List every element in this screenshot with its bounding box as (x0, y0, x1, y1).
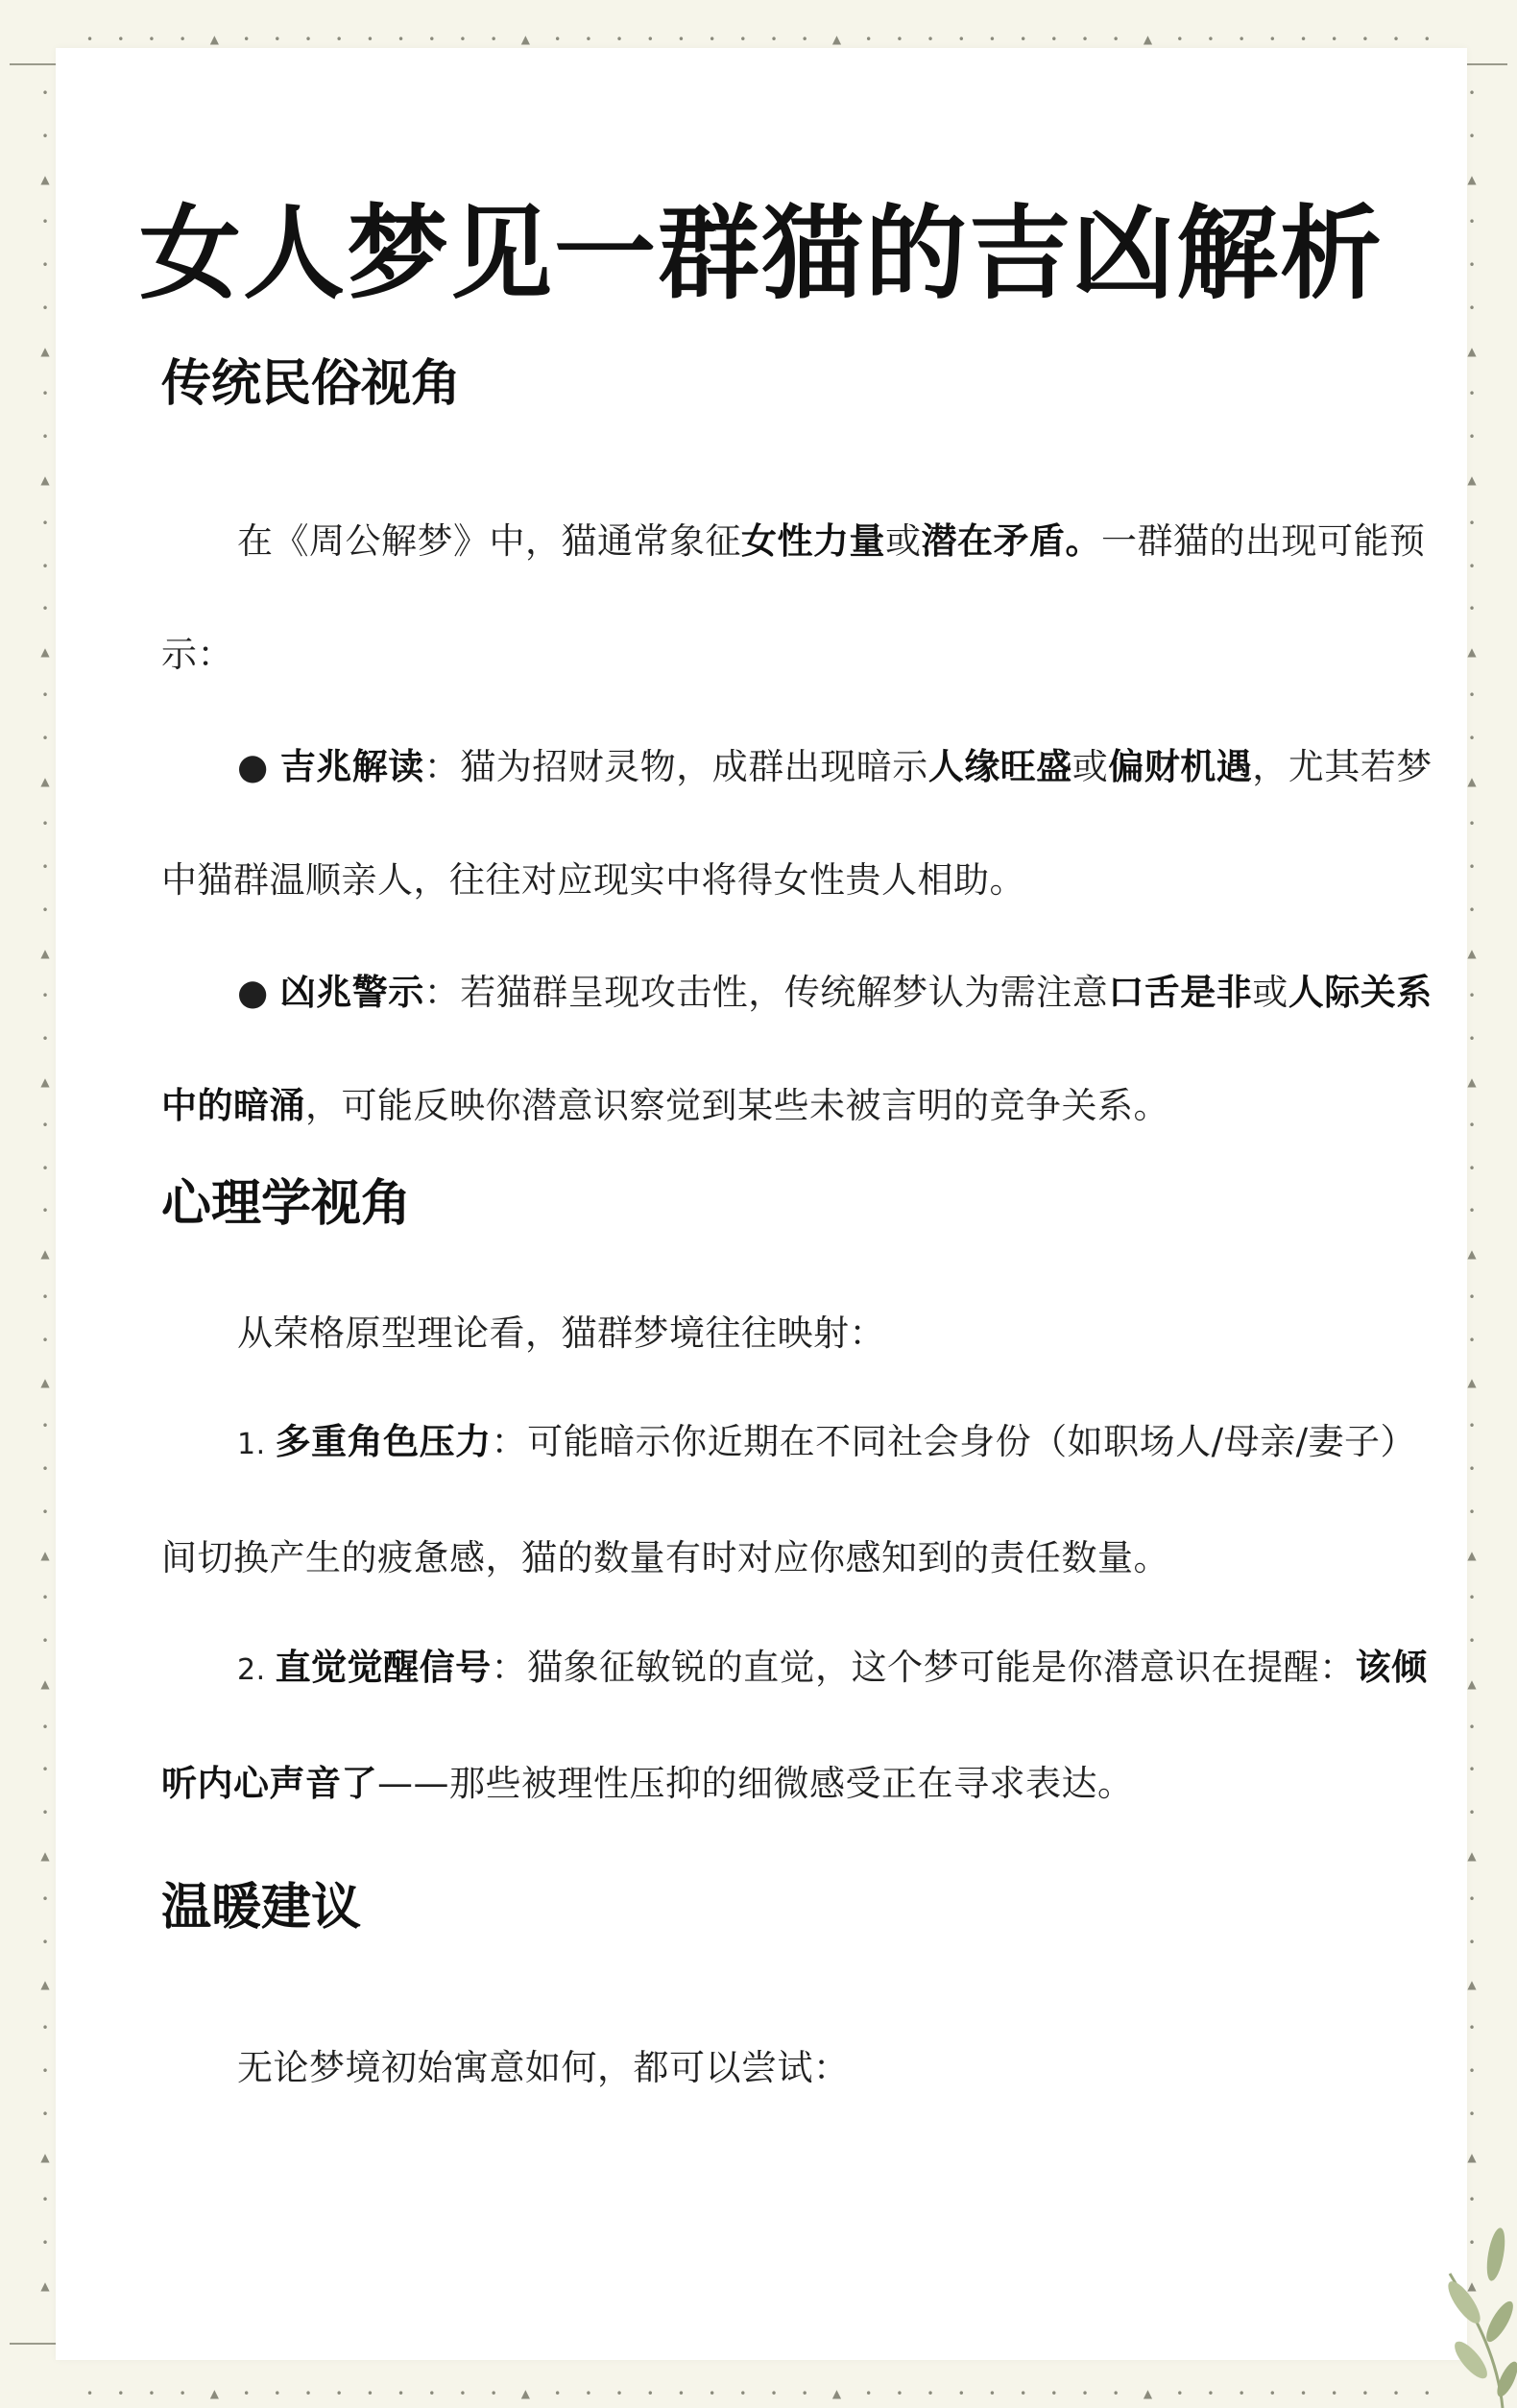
border-dot: • (615, 33, 623, 46)
border-dot: ▲ (1143, 2387, 1153, 2400)
border-dot: • (428, 33, 436, 46)
border-dot: • (1050, 2387, 1058, 2400)
border-dot: • (1468, 2021, 1476, 2035)
border-dot: • (927, 33, 934, 46)
border-dot: • (41, 989, 49, 1003)
border-dot: ▲ (40, 1247, 50, 1262)
border-dot: • (1081, 33, 1089, 46)
border-dot: ▲ (40, 2278, 50, 2293)
border-dot: • (148, 2387, 156, 2400)
item-number: 2. (237, 1653, 266, 1687)
border-dot: • (1468, 1289, 1476, 1304)
border-dot: • (41, 2021, 49, 2035)
border-dot: • (41, 516, 49, 530)
border-dot: • (1468, 602, 1476, 616)
item-number: 1. (237, 1428, 266, 1461)
border-dot: • (1238, 33, 1245, 46)
border-dot: • (957, 2387, 965, 2400)
border-dot: ▲ (40, 1849, 50, 1864)
border-dot: • (988, 33, 996, 46)
border-dot: • (459, 2387, 467, 2400)
border-dot: • (1299, 33, 1308, 46)
border-dot: • (1468, 817, 1476, 831)
text-segment: 在《周公解梦》中，猫通常象征 (237, 520, 741, 562)
bold-segment: 潜在矛盾。 (921, 520, 1101, 562)
border-dot: • (41, 1720, 49, 1734)
section-heading-folk: 传统民俗视角 (161, 355, 462, 413)
numbered-item-1 (161, 1385, 1448, 1615)
border-dot: • (41, 1462, 49, 1476)
border-dot: • (554, 33, 562, 46)
border-dot: ▲ (40, 1978, 50, 1992)
border-dot: • (1468, 215, 1476, 229)
border-dot: • (1468, 1591, 1476, 1605)
border-dot: • (179, 33, 186, 46)
border-dot: • (1468, 559, 1476, 573)
border-dot: • (1268, 33, 1276, 46)
border-dot: • (41, 430, 49, 445)
border-dot: • (41, 1333, 49, 1347)
border-dot: ▲ (40, 1074, 50, 1089)
border-dot: • (739, 33, 747, 46)
border-dot: • (1050, 33, 1058, 46)
border-dot: • (709, 33, 716, 46)
border-dot: • (1468, 687, 1476, 702)
text-segment: 从荣格原型理论看，猫群梦境往往映射： (237, 1312, 885, 1354)
text-segment: ：若猫群呈现攻击性，传统解梦认为需注意 (423, 972, 1109, 1013)
border-dot: ▲ (40, 172, 50, 186)
border-dot: • (41, 1806, 49, 1820)
border-dot: • (1423, 2387, 1431, 2400)
border-dot: • (1112, 2387, 1120, 2400)
border-dot: ▲ (1467, 2278, 1477, 2293)
border-dot: • (865, 33, 873, 46)
border-dot: • (1331, 33, 1338, 46)
border-dot: • (459, 33, 467, 46)
border-dot: ▲ (1467, 2150, 1477, 2164)
border-dot: • (41, 1891, 49, 1906)
border-dot: • (1331, 2387, 1338, 2400)
border-dot: • (801, 33, 808, 46)
border-dot: • (801, 2387, 808, 2400)
border-dot: • (428, 2387, 436, 2400)
border-dot: • (274, 33, 281, 46)
border-dot: ▲ (1467, 1548, 1477, 1562)
border-dot: • (1468, 731, 1476, 745)
border-dot: • (865, 2387, 873, 2400)
border-dot: • (1468, 129, 1476, 143)
border-dot: • (41, 1204, 49, 1218)
left-dotted-border (38, 86, 52, 2293)
document-paper (56, 48, 1467, 2360)
border-dot: • (179, 2387, 186, 2400)
border-dot: • (1468, 2063, 1476, 2078)
border-dot: • (1423, 33, 1431, 46)
border-dot: • (41, 602, 49, 616)
border-dot: • (1468, 1032, 1476, 1047)
border-dot: ▲ (40, 1548, 50, 1562)
text-segment: 或 (1252, 972, 1288, 1013)
border-dot: • (646, 33, 654, 46)
border-dot: • (896, 2387, 903, 2400)
border-dot: • (770, 2387, 778, 2400)
border-dot: ▲ (1467, 946, 1477, 960)
border-dot: • (1468, 258, 1476, 273)
border-dot: • (1207, 2387, 1215, 2400)
border-dot: • (41, 817, 49, 831)
border-dot: ▲ (40, 1376, 50, 1390)
border-dot: • (1020, 2387, 1027, 2400)
border-dot: • (117, 2387, 125, 2400)
border-dot: • (41, 1419, 49, 1433)
border-dot: ▲ (831, 33, 842, 46)
top-dotted-border (86, 33, 1431, 46)
border-dot: ▲ (1467, 1376, 1477, 1390)
border-dot: ▲ (40, 645, 50, 660)
bullet-marker: ● (237, 972, 269, 1013)
border-dot: • (1468, 430, 1476, 445)
border-dot: • (148, 33, 156, 46)
text-segment: ：猫为招财灵物，成群出现暗示 (423, 746, 928, 787)
border-dot: ▲ (209, 2387, 219, 2400)
border-dot: ▲ (40, 774, 50, 788)
border-dot: • (86, 33, 94, 46)
border-dot: • (1468, 1935, 1476, 1949)
border-dot: • (41, 1505, 49, 1519)
border-dot: • (41, 301, 49, 315)
border-dot: • (585, 2387, 592, 2400)
border-dot: • (243, 33, 251, 46)
bold-segment: 吉兆解读 (279, 746, 424, 787)
border-dot: ▲ (40, 2150, 50, 2164)
border-dot: • (335, 2387, 343, 2400)
bold-segment: 凶兆警示 (279, 972, 424, 1013)
border-dot: ▲ (1467, 344, 1477, 358)
border-dot: ▲ (1467, 1676, 1477, 1691)
border-dot: • (1468, 1161, 1476, 1175)
border-dot: ▲ (831, 2387, 842, 2400)
border-dot: ▲ (40, 473, 50, 488)
numbered-item-2 (161, 1611, 1448, 1841)
border-dot: • (41, 215, 49, 229)
bold-segment: 口舌是非 (1108, 972, 1253, 1013)
text-segment: 或 (1072, 746, 1109, 787)
border-dot: • (41, 1032, 49, 1047)
border-dot: • (1468, 1118, 1476, 1132)
border-dot: • (646, 2387, 654, 2400)
bullet-marker: ● (237, 746, 269, 787)
border-dot: • (709, 2387, 716, 2400)
border-dot: • (490, 33, 497, 46)
section-heading-advice: 温暖建议 (161, 1879, 362, 1937)
paragraph-advice-intro (161, 2011, 1448, 2125)
border-dot: • (397, 33, 405, 46)
border-dot: • (1299, 2387, 1308, 2400)
border-dot: • (1361, 33, 1369, 46)
border-dot: • (41, 2236, 49, 2251)
border-dot: • (677, 2387, 685, 2400)
text-segment: 或 (885, 520, 922, 562)
text-segment: 一群猫的出现可能预示： (161, 520, 1426, 675)
border-dot: • (41, 1118, 49, 1132)
border-dot: • (1020, 33, 1027, 46)
border-dot: • (554, 2387, 562, 2400)
bold-segment: 女性力量 (741, 520, 885, 562)
border-dot: • (1468, 989, 1476, 1003)
border-dot: • (739, 2387, 747, 2400)
border-dot: ▲ (1467, 1247, 1477, 1262)
section-heading-psychology: 心理学视角 (161, 1175, 412, 1233)
border-dot: ▲ (40, 1676, 50, 1691)
border-dot: ▲ (1467, 774, 1477, 788)
border-dot: • (1468, 2193, 1476, 2207)
border-dot: • (585, 33, 592, 46)
border-dot: • (1468, 1462, 1476, 1476)
border-dot: • (896, 33, 903, 46)
text-segment: ，尤其若梦中猫群温顺亲人，往往对应现实中将得女性贵人相助。 (161, 746, 1433, 901)
border-dot: • (490, 2387, 497, 2400)
bullet-item-warning (161, 936, 1448, 1163)
border-dot: • (41, 1634, 49, 1649)
border-dot: • (397, 2387, 405, 2400)
border-dot: • (1468, 1634, 1476, 1649)
bold-segment: 偏财机遇 (1108, 746, 1253, 787)
border-dot: • (1207, 33, 1215, 46)
bullet-item-auspicious (161, 710, 1448, 937)
border-dot: • (41, 387, 49, 401)
border-dot: • (615, 2387, 623, 2400)
border-dot: • (117, 33, 125, 46)
border-dot: • (41, 2193, 49, 2207)
border-dot: • (770, 33, 778, 46)
border-dot: • (1268, 2387, 1276, 2400)
border-dot: • (41, 1161, 49, 1175)
border-dot: • (366, 2387, 373, 2400)
border-dot: • (957, 33, 965, 46)
border-dot: • (1468, 1806, 1476, 1820)
bold-segment: 人缘旺盛 (927, 746, 1072, 787)
text-segment: ：可能暗示你近期在不同社会身份（如职场人/母亲/妻子）间切换产生的疲惫感，猫的数量有时对应你感知到的责任数量。 (161, 1421, 1417, 1578)
border-dot: • (41, 1289, 49, 1304)
border-dot: • (1468, 860, 1476, 875)
border-dot: • (41, 1591, 49, 1605)
right-dotted-border (1465, 86, 1479, 2293)
border-dot: • (304, 33, 312, 46)
border-dot: • (677, 33, 685, 46)
border-dot: • (41, 258, 49, 273)
border-dot: • (366, 33, 373, 46)
border-dot: ▲ (40, 344, 50, 358)
paragraph-psychology-intro (161, 1277, 1448, 1390)
border-dot: • (1392, 2387, 1400, 2400)
text-segment: ——那些被理性压抑的细微感受正在寻求表达。 (377, 1763, 1134, 1804)
border-dot: • (1176, 33, 1184, 46)
text-segment: ：猫象征敏锐的直觉，这个梦可能是你潜意识在提醒： (491, 1647, 1356, 1688)
border-dot: • (41, 860, 49, 875)
border-dot: • (41, 559, 49, 573)
border-dot: • (1392, 33, 1400, 46)
border-dot: • (274, 2387, 281, 2400)
border-dot: • (1468, 1333, 1476, 1347)
page-title: 女人梦见一群猫的吉凶解析 (139, 195, 1384, 313)
border-dot: • (41, 1763, 49, 1777)
border-dot: ▲ (209, 33, 219, 46)
border-dot: • (335, 33, 343, 46)
border-dot: • (1468, 1763, 1476, 1777)
border-dot: ▲ (520, 2387, 531, 2400)
bold-segment: 多重角色压力 (275, 1421, 492, 1462)
border-dot: • (1468, 387, 1476, 401)
border-dot: • (243, 2387, 251, 2400)
border-dot: • (41, 129, 49, 143)
border-dot: • (988, 2387, 996, 2400)
border-dot: ▲ (1143, 33, 1153, 46)
border-dot: • (1468, 903, 1476, 917)
border-dot: • (1468, 516, 1476, 530)
bold-segment: 该倾听内心声音了 (161, 1647, 1428, 1804)
border-dot: • (1468, 1204, 1476, 1218)
border-dot: • (41, 903, 49, 917)
bold-segment: 直觉觉醒信号 (275, 1647, 492, 1688)
text-segment: ，可能反映你潜意识察觉到某些未被言明的竞争关系。 (305, 1085, 1169, 1126)
corner-dash-top-left (10, 63, 58, 65)
border-dot: • (1468, 2236, 1476, 2251)
text-segment: 无论梦境初始寓意如何，都可以尝试： (237, 2047, 850, 2088)
border-dot: • (1468, 1505, 1476, 1519)
border-dot: ▲ (40, 946, 50, 960)
border-dot: • (1081, 2387, 1089, 2400)
border-dot: • (41, 2063, 49, 2078)
border-dot: • (304, 2387, 312, 2400)
border-dot: • (41, 687, 49, 702)
border-dot: • (927, 2387, 934, 2400)
border-dot: ▲ (1467, 1074, 1477, 1089)
corner-dash-bottom-left (10, 2343, 58, 2345)
border-dot: • (41, 2107, 49, 2121)
border-dot: ▲ (520, 33, 531, 46)
border-dot: • (41, 86, 49, 100)
border-dot: • (1238, 2387, 1245, 2400)
border-dot: ▲ (1467, 1978, 1477, 1992)
border-dot: • (1361, 2387, 1369, 2400)
bottom-dotted-border (86, 2387, 1431, 2400)
border-dot: • (1468, 1419, 1476, 1433)
border-dot: • (1468, 2107, 1476, 2121)
border-dot: • (1468, 1720, 1476, 1734)
paragraph-folk-intro (161, 485, 1448, 711)
border-dot: ▲ (1467, 172, 1477, 186)
border-dot: • (1468, 1891, 1476, 1906)
border-dot: • (1468, 301, 1476, 315)
leaf-decoration-icon (1411, 2216, 1517, 2408)
border-dot: • (1176, 2387, 1184, 2400)
border-dot: • (41, 1935, 49, 1949)
bold-segment: 人际关系中的暗涌 (161, 972, 1433, 1126)
border-dot: ▲ (1467, 1849, 1477, 1864)
border-dot: • (1468, 86, 1476, 100)
border-dot: • (86, 2387, 94, 2400)
border-dot: • (41, 731, 49, 745)
border-dot: ▲ (1467, 645, 1477, 660)
border-dot: • (1112, 33, 1120, 46)
border-dot: ▲ (1467, 473, 1477, 488)
